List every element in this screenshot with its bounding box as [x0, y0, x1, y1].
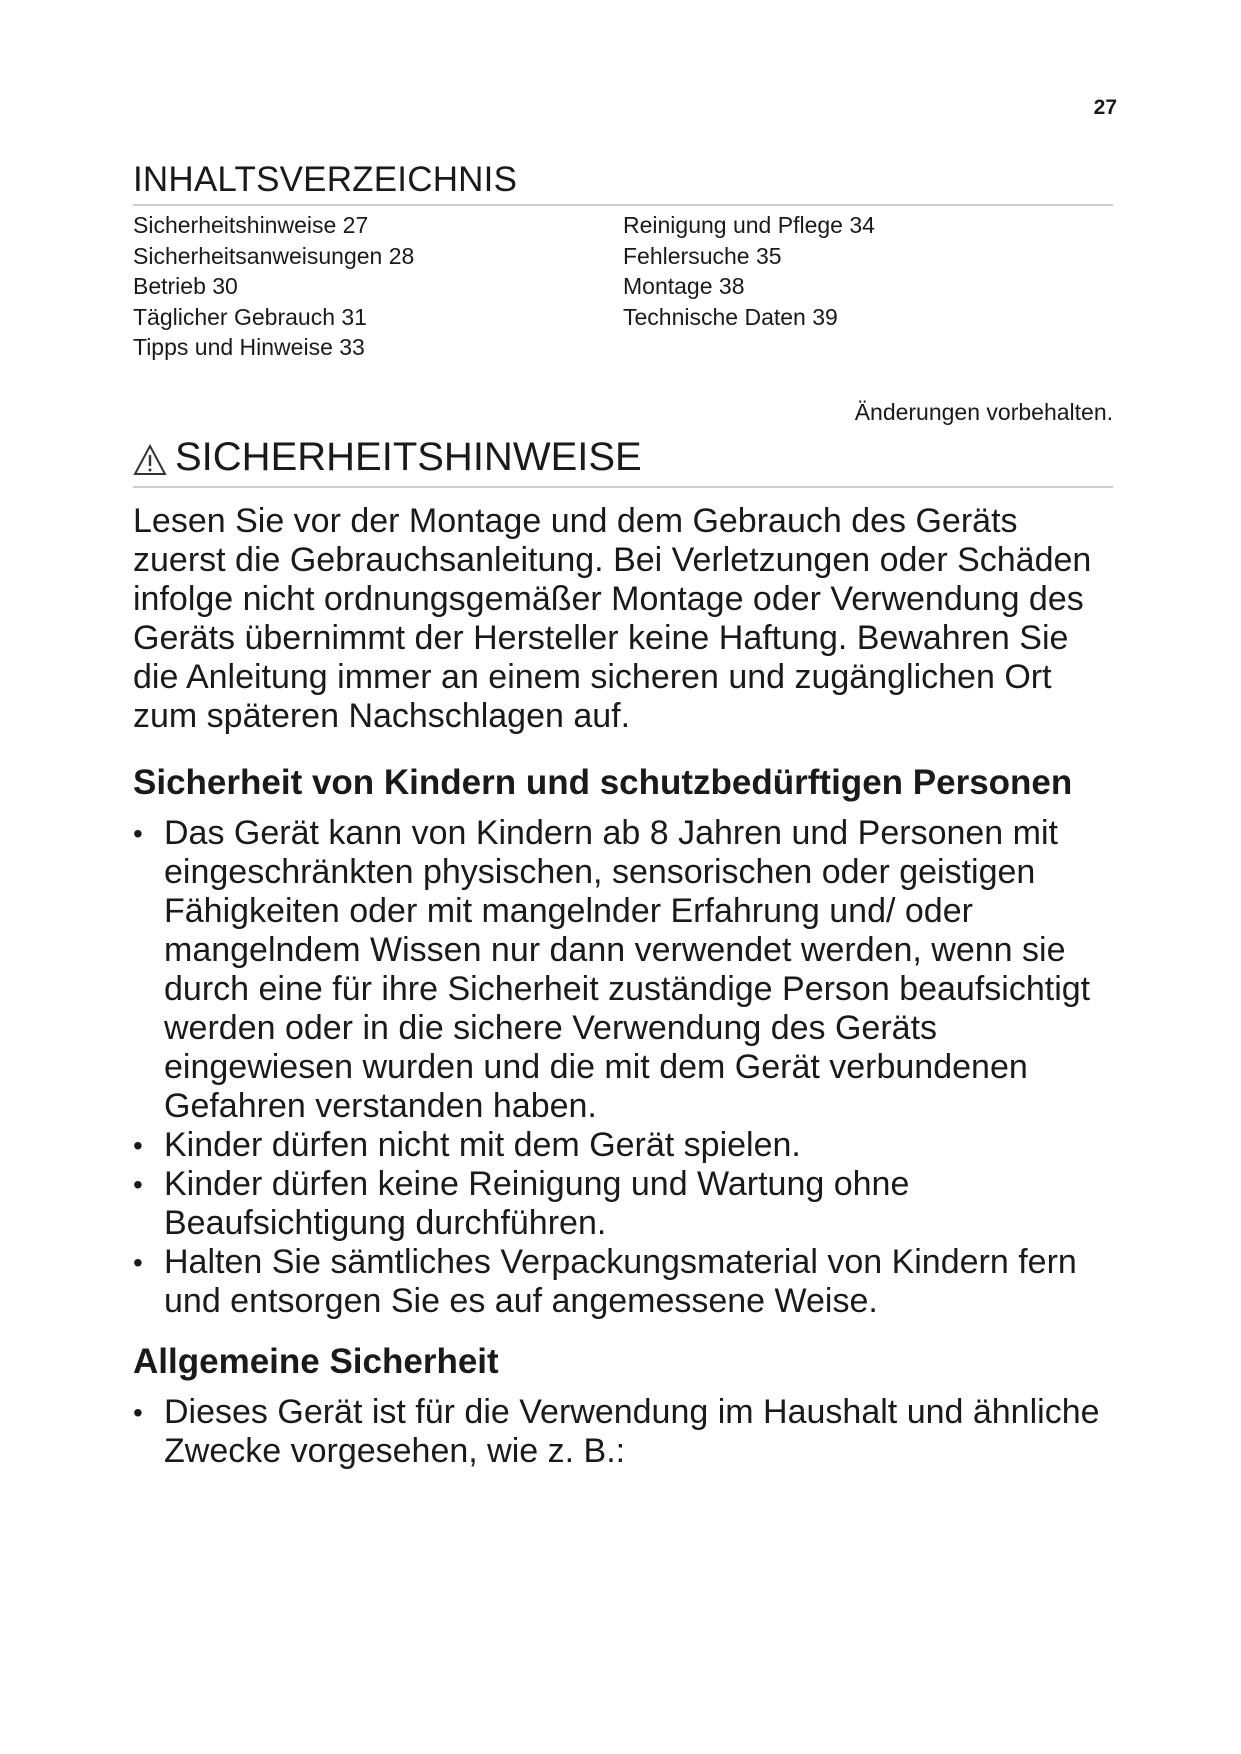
page-content — [133, 160, 1113, 1471]
bullet-icon: • — [133, 1168, 143, 1200]
toc-entry[interactable]: Technische Daten 39 — [623, 303, 838, 330]
change-notice: Änderungen vorbehalten. — [854, 398, 1113, 425]
list-item-text: Kinder dürfen keine Reinigung und Wartung ohne Beaufsichtigung durchführen. — [164, 1164, 910, 1242]
toc-entry[interactable]: Tipps und Hinweise 33 — [133, 334, 365, 360]
bullet-icon: • — [133, 817, 143, 849]
list-item — [133, 1126, 1113, 1165]
toc-column-left — [133, 210, 623, 363]
safety-intro: Lesen Sie vor der Montage und dem Gebrauch des Geräts zuerst die Gebrauchsanleitung. Bei Verletzungen oder Schäden infolge nicht ordnungsgemäßer Montage oder Verwendung des Geräts übernimmt der Hersteller keine Haftung. Bewahren Sie die Anleitung immer an einem sicheren und zugänglichen Ort zum späteren Nachschlagen auf. — [133, 501, 1092, 735]
list-item-text: Das Gerät kann von Kindern ab 8 Jahren und Personen mit eingeschränkten physischen, sensorischen oder geistigen Fähigkeiten oder mit mangelnder Erfahrung und/ oder mangelndem Wissen nur dann verwendet werden, wenn sie durch eine für ihre Sicherheit zuständige Person beaufsichtigt werden oder in die sichere Verwendung des Geräts eingewiesen wurden und die mit dem Gerät verbundenen Gefahren verstanden haben. — [164, 813, 1091, 1125]
list-item — [133, 1393, 1113, 1471]
list-item-text: Dieses Gerät ist für die Verwendung im Haushalt und ähnliche Zwecke vorgesehen, wie z. B.: — [164, 1392, 1100, 1470]
toc-column-right — [623, 210, 1113, 363]
bullet-icon: • — [133, 1129, 143, 1161]
toc-entry[interactable]: Täglicher Gebrauch 31 — [133, 303, 367, 330]
bullet-icon: • — [133, 1246, 143, 1278]
page-number: 27 — [1093, 96, 1117, 119]
list-item — [133, 1165, 1113, 1243]
list-item-text: Halten Sie sämtliches Verpackungsmaterial von Kindern fern und entsorgen Sie es auf angemessene Weise. — [164, 1242, 1077, 1320]
list-item-text: Kinder dürfen nicht mit dem Gerät spielen. — [164, 1125, 801, 1164]
toc-entry[interactable]: Sicherheitsanweisungen 28 — [133, 242, 415, 269]
children-bullet-list — [133, 814, 1113, 1321]
warning-triangle-icon — [133, 441, 167, 473]
safety-title-text: SICHERHEITSHINWEISE — [175, 434, 642, 479]
toc-entry[interactable]: Betrieb 30 — [133, 273, 238, 299]
table-of-contents — [133, 210, 1113, 363]
toc-entry[interactable]: Montage 38 — [623, 273, 745, 299]
list-item — [133, 1243, 1113, 1321]
toc-title: INHALTSVERZEICHNIS — [133, 160, 1113, 206]
toc-entry[interactable]: Sicherheitshinweise 27 — [133, 212, 369, 238]
children-section-title: Sicherheit von Kindern und schutzbedürftigen Personen — [133, 762, 1073, 802]
toc-entry[interactable]: Fehlersuche 35 — [623, 242, 782, 269]
list-item — [133, 814, 1113, 1126]
toc-entry[interactable]: Reinigung und Pflege 34 — [623, 212, 875, 238]
safety-section-title — [133, 435, 1113, 488]
general-section-title: Allgemeine Sicherheit — [133, 1341, 499, 1381]
bullet-icon: • — [133, 1396, 143, 1428]
general-bullet-list — [133, 1393, 1113, 1471]
